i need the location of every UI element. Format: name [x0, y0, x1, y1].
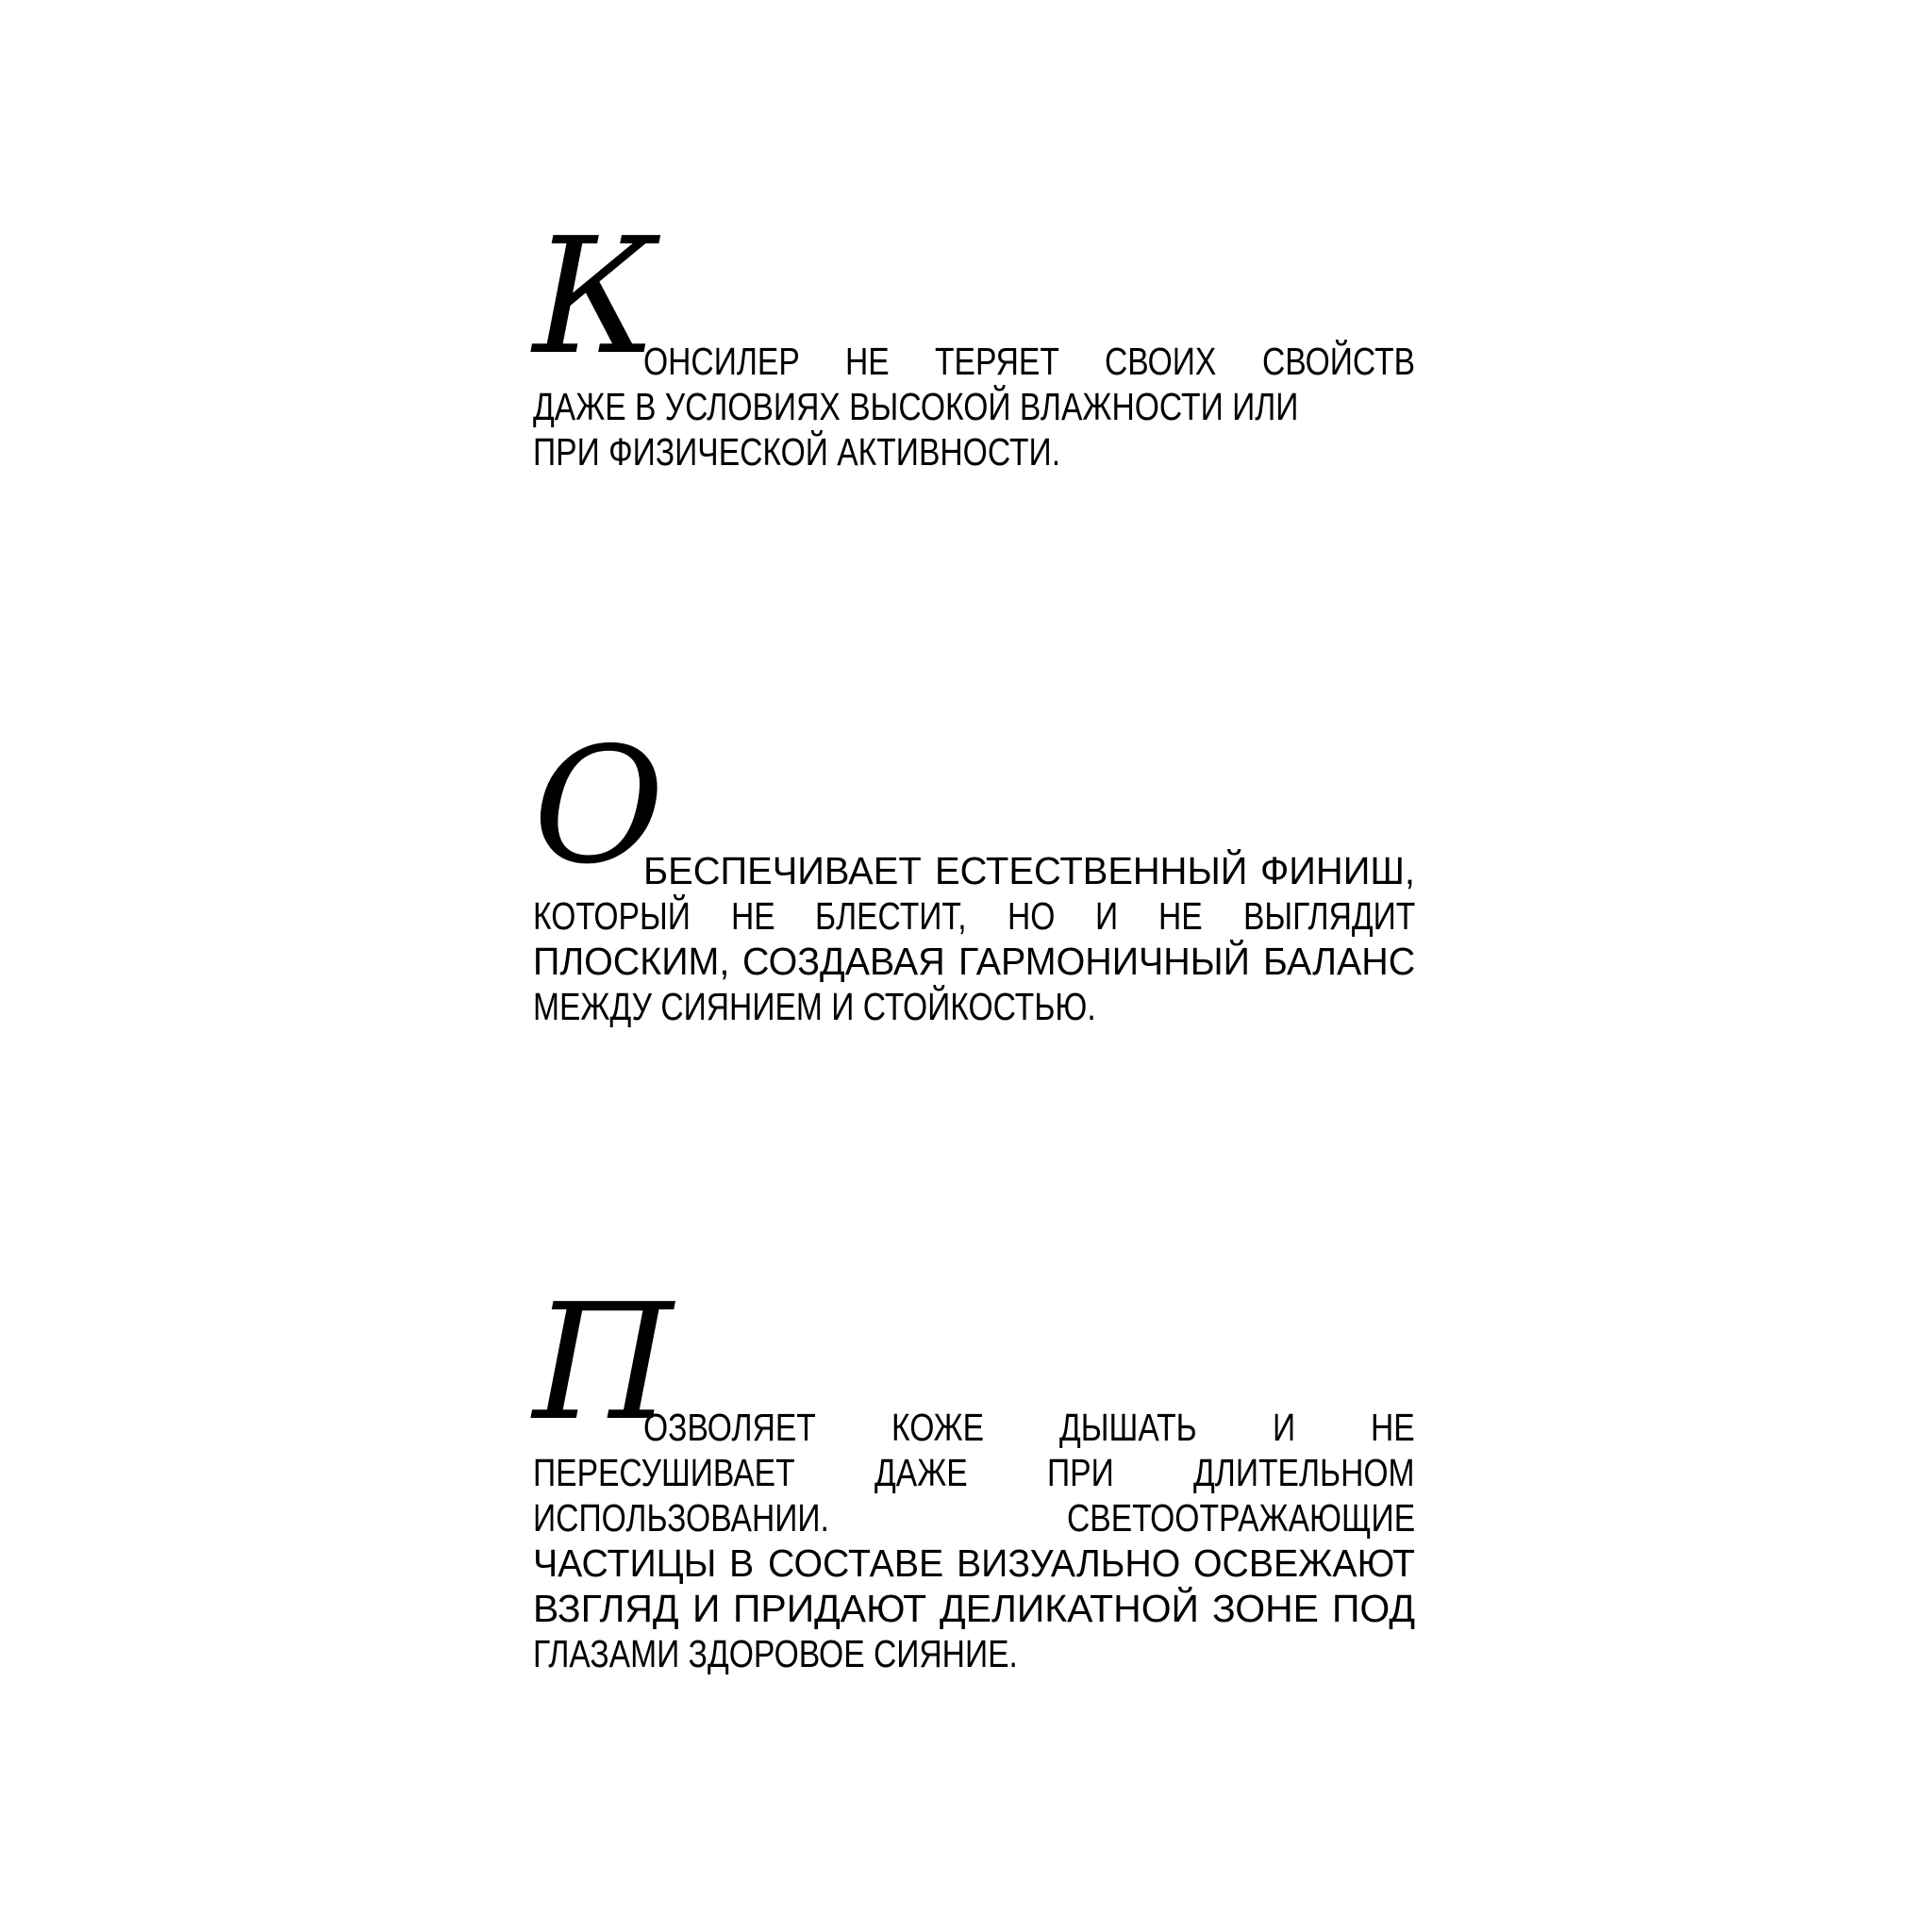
- text-line: [643, 849, 1415, 894]
- word: ПЕРЕСУШИВАЕТ: [533, 1451, 795, 1494]
- word: ИСПОЛЬЗОВАНИИ.: [533, 1496, 829, 1540]
- word: ОСВЕЖАЮТ: [1193, 1541, 1415, 1585]
- word: БЕСПЕЧИВАЕТ: [643, 849, 922, 892]
- paragraph-1: [533, 204, 1415, 474]
- word: СВЕТООТРАЖАЮЩИЕ: [1066, 1496, 1416, 1540]
- text-line: [533, 1632, 1415, 1677]
- word: БЛЕСТИТ,: [815, 894, 967, 938]
- paragraph-2: [533, 713, 1416, 1038]
- text-line: [533, 894, 1415, 940]
- line-text: ГЛАЗАМИ ЗДОРОВОЕ СИЯНИЕ.: [533, 1632, 1018, 1675]
- word: ВИЗУАЛЬНО: [956, 1541, 1181, 1585]
- word: СОСТАВЕ: [767, 1541, 943, 1585]
- word: В: [729, 1541, 755, 1585]
- word: ВЗГЛЯД: [533, 1587, 679, 1630]
- text-line: [643, 1406, 1415, 1451]
- word: ДЕЛИКАТНОЙ: [940, 1587, 1200, 1630]
- text-line: [533, 985, 1415, 1030]
- drop-cap: К: [533, 204, 658, 391]
- word: КОЖЕ: [891, 1406, 985, 1449]
- word: ОНСИЛЕР: [643, 340, 800, 383]
- word: И: [1272, 1406, 1296, 1449]
- text-line: [533, 1541, 1415, 1587]
- word: ПРИ: [1047, 1451, 1115, 1494]
- text-line: [533, 940, 1415, 985]
- line-text: ДАЖЕ В УСЛОВИЯХ ВЫСОКОЙ ВЛАЖНОСТИ ИЛИ: [533, 385, 1299, 428]
- word: ТЕРЯЕТ: [935, 340, 1060, 383]
- word: НЕ: [1371, 1406, 1415, 1449]
- drop-cap: О: [533, 713, 665, 900]
- word: ЕСТЕСТВЕННЫЙ: [934, 849, 1248, 892]
- text-line: [643, 340, 1415, 385]
- word: СВОИХ: [1105, 340, 1217, 383]
- line-text: ПРИ ФИЗИЧЕСКОЙ АКТИВНОСТИ.: [533, 430, 1061, 474]
- word: КОТОРЫЙ: [533, 894, 691, 938]
- text-line: [533, 385, 1415, 430]
- drop-cap: П: [533, 1270, 674, 1457]
- word: И: [1095, 894, 1119, 938]
- word: ЧАСТИЦЫ: [533, 1541, 717, 1585]
- word: ПОД: [1331, 1587, 1415, 1630]
- line-text: МЕЖДУ СИЯНИЕМ И СТОЙКОСТЬЮ.: [533, 985, 1096, 1028]
- word: НЕ: [730, 894, 775, 938]
- word: ГАРМОНИЧНЫЙ: [958, 940, 1250, 983]
- word: ДАЖЕ: [874, 1451, 968, 1494]
- text-line: [533, 1496, 1415, 1541]
- word: СОЗДАВАЯ: [742, 940, 945, 983]
- word: ПРИДАЮТ: [732, 1587, 927, 1630]
- paragraph-3: [533, 1270, 1416, 1689]
- word: НО: [1007, 894, 1056, 938]
- word: НЕ: [845, 340, 890, 383]
- text-line: [533, 1587, 1415, 1632]
- text-line: [533, 430, 1415, 475]
- word: ЗОНЕ: [1212, 1587, 1319, 1630]
- word: ДЫШАТЬ: [1059, 1406, 1197, 1449]
- word: ФИНИШ,: [1260, 849, 1416, 892]
- word: ВЫГЛЯДИТ: [1242, 894, 1416, 938]
- word: БАЛАНС: [1262, 940, 1416, 983]
- word: СВОЙСТВ: [1261, 340, 1415, 383]
- word: ОЗВОЛЯЕТ: [643, 1406, 816, 1449]
- word: НЕ: [1158, 894, 1203, 938]
- word: И: [691, 1587, 720, 1630]
- word: ПЛОСКИМ,: [533, 940, 730, 983]
- text-line: [533, 1451, 1415, 1496]
- word: ДЛИТЕЛЬНОМ: [1193, 1451, 1416, 1494]
